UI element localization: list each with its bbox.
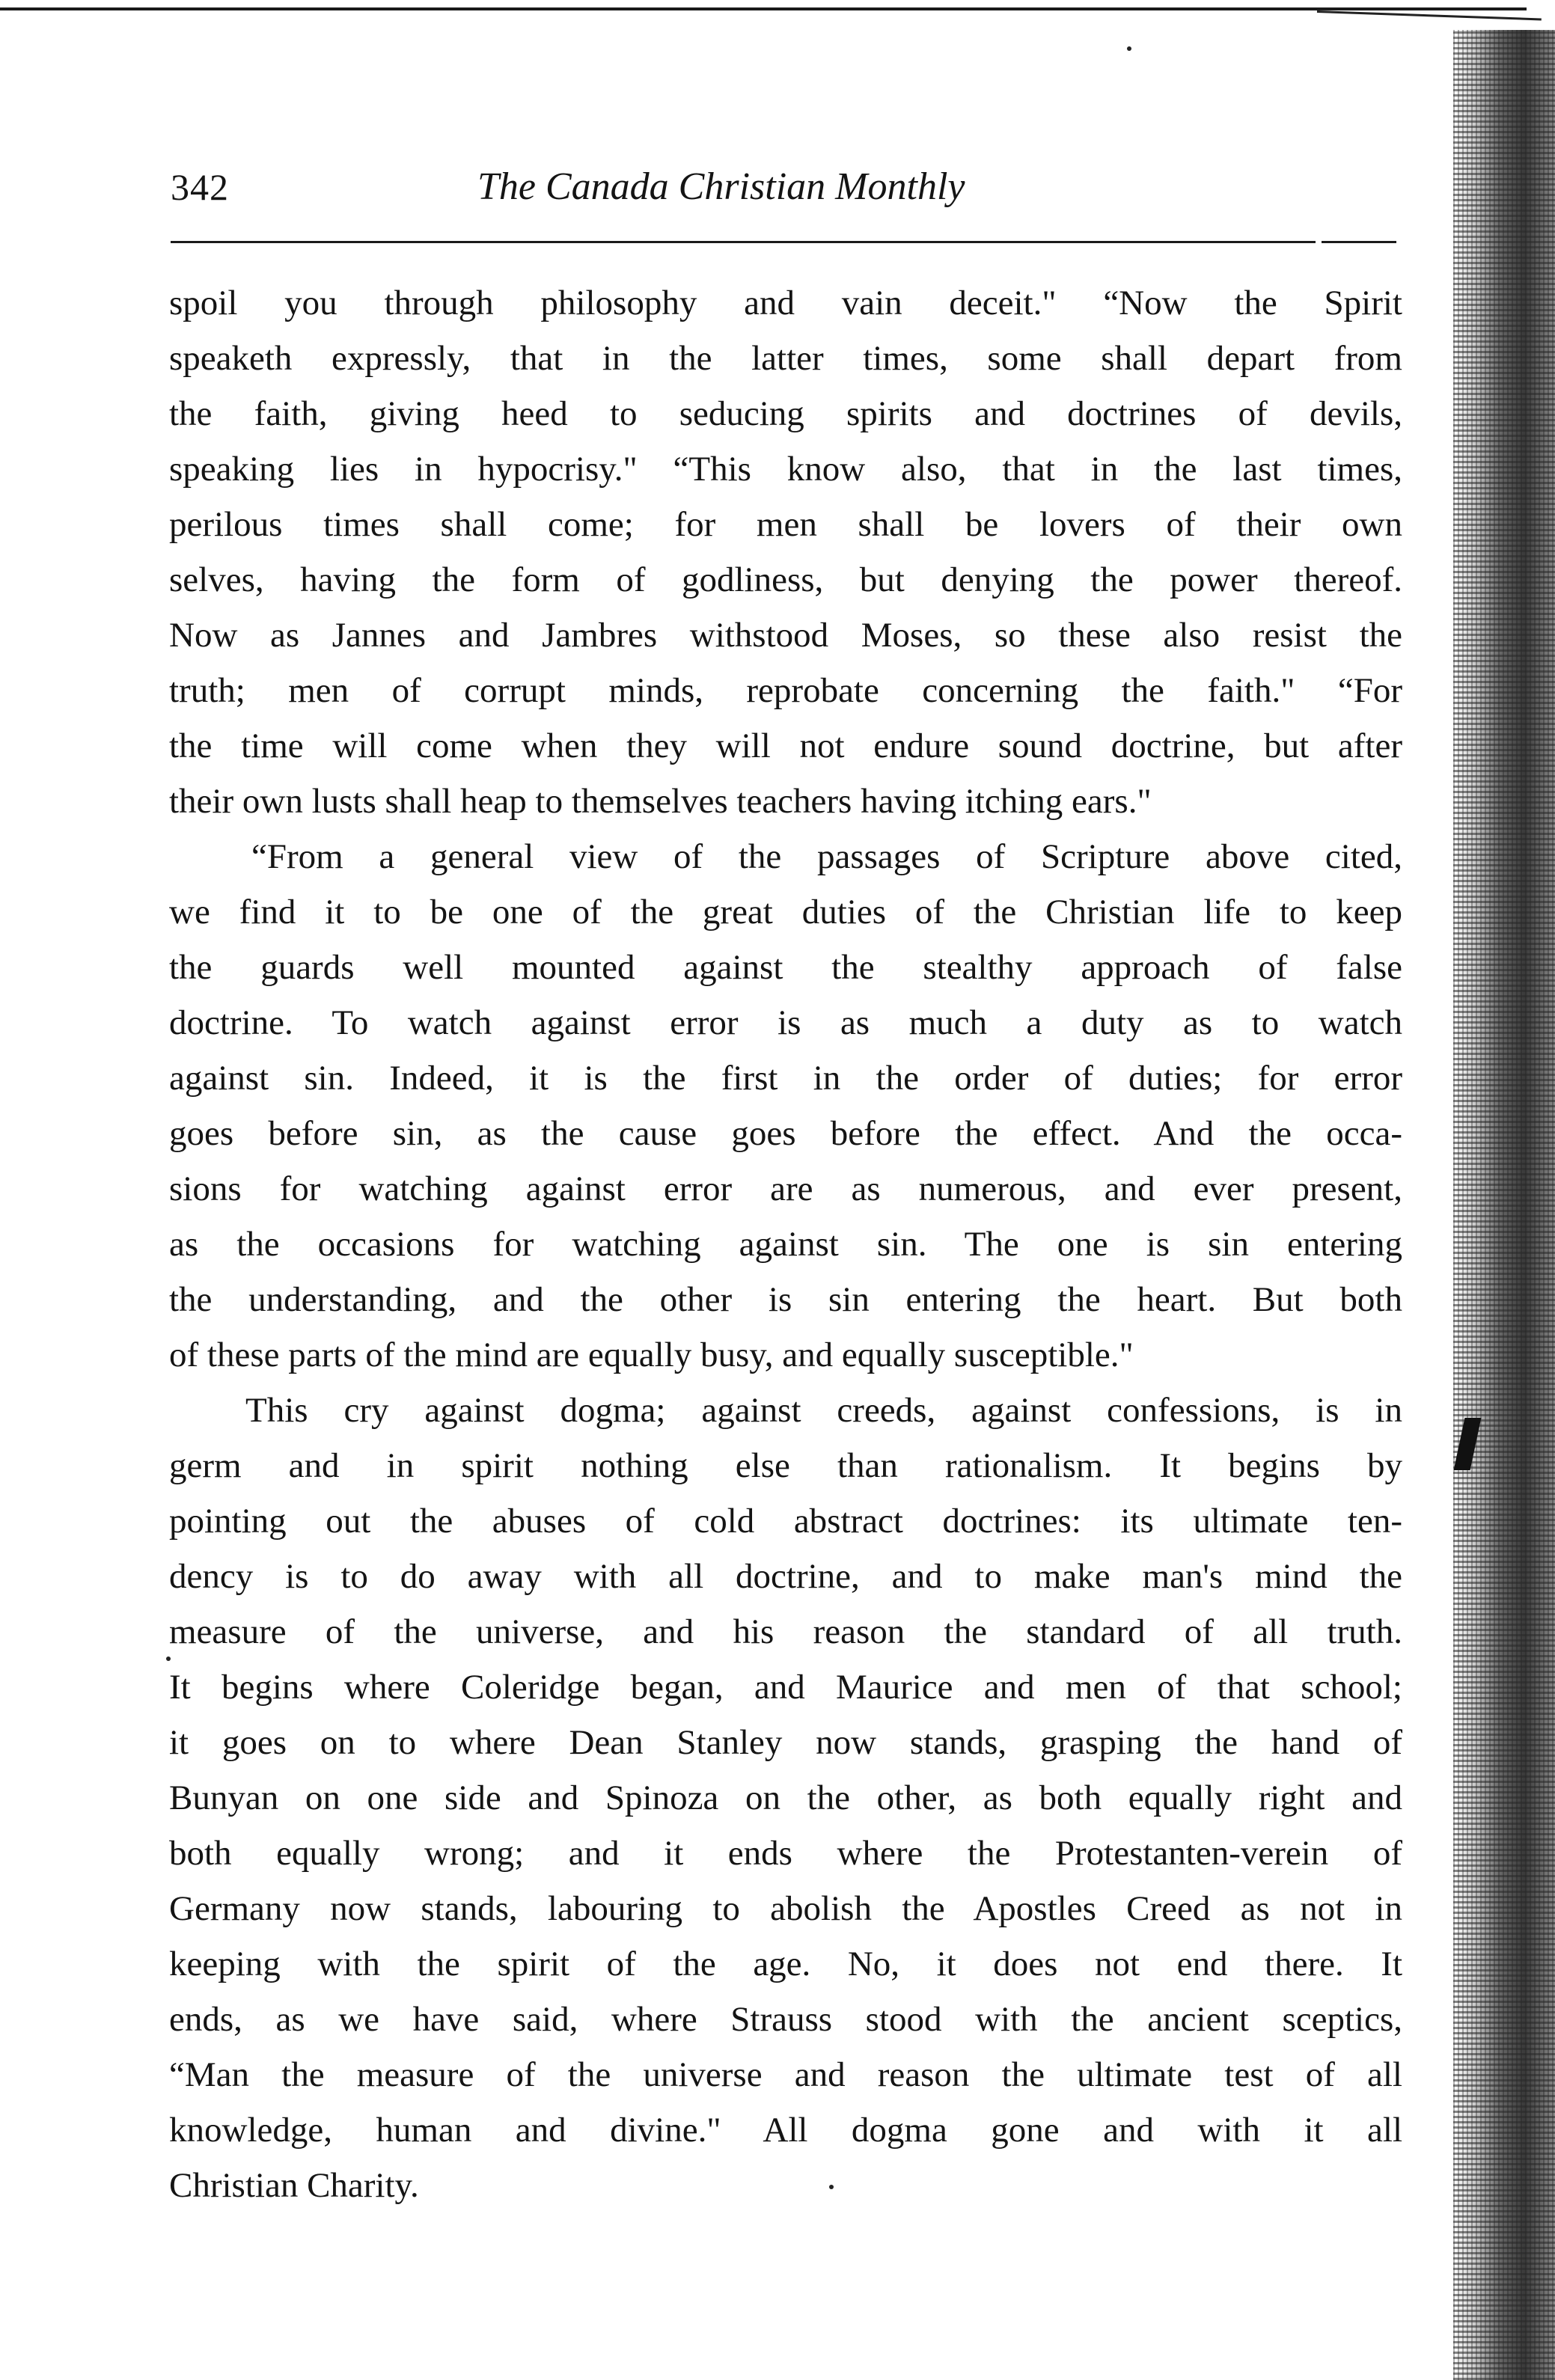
text-line: as the occasions for watching against sin. The one is sin entering bbox=[169, 1225, 1402, 1264]
scan-speck bbox=[829, 2185, 834, 2189]
text-line: goes before sin, as the cause goes before the effect. And the occa- bbox=[169, 1114, 1402, 1153]
text-line: “Man the measure of the universe and reason the ultimate test of all bbox=[169, 2055, 1402, 2094]
text-line: Bunyan on one side and Spinoza on the other, as both equally right and bbox=[169, 1778, 1402, 1817]
text-line: doctrine. To watch against error is as much a duty as to watch bbox=[169, 1003, 1402, 1042]
body-text bbox=[169, 275, 1402, 2213]
text-line: speaketh expressly, that in the latter times, some shall depart from bbox=[169, 339, 1402, 378]
text-line: truth; men of corrupt minds, reprobate concerning the faith." “For bbox=[169, 671, 1402, 710]
text-line: of these parts of the mind are equally busy, and equally susceptible." bbox=[169, 1336, 1134, 1374]
text-line: “From a general view of the passages of Scripture above cited, bbox=[251, 837, 1402, 876]
text-line: pointing out the abuses of cold abstract doctrines: its ultimate ten- bbox=[169, 1502, 1402, 1541]
running-title: The Canada Christian Monthly bbox=[477, 165, 965, 208]
text-line: germ and in spirit nothing else than rationalism. It begins by bbox=[169, 1446, 1402, 1485]
text-line: selves, having the form of godliness, but denying the power thereof. bbox=[169, 560, 1402, 599]
top-rule bbox=[0, 7, 1527, 10]
text-line: sions for watching against error are as numerous, and ever present, bbox=[169, 1169, 1402, 1208]
text-line: we find it to be one of the great duties of the Christian life to keep bbox=[169, 893, 1402, 931]
text-line: the faith, giving heed to seducing spirits and doctrines of devils, bbox=[169, 394, 1402, 433]
header-rule bbox=[171, 241, 1316, 243]
text-line: It begins where Coleridge began, and Maurice and men of that school; bbox=[169, 1668, 1402, 1707]
scan-edge-margin bbox=[1453, 30, 1555, 2380]
top-rule-tail bbox=[1317, 10, 1542, 20]
text-line: dency is to do away with all doctrine, and to make man's mind the bbox=[169, 1557, 1402, 1596]
text-line: against sin. Indeed, it is the first in the order of duties; for error bbox=[169, 1059, 1402, 1098]
text-line: keeping with the spirit of the age. No, it does not end there. It bbox=[169, 1945, 1402, 1983]
text-line: it goes on to where Dean Stanley now stands, grasping the hand of bbox=[169, 1723, 1402, 1762]
text-line: knowledge, human and divine." All dogma gone and with it all bbox=[169, 2111, 1402, 2150]
text-line: Now as Jannes and Jambres withstood Moses, so these also resist the bbox=[169, 616, 1402, 655]
text-line: both equally wrong; and it ends where the Protestanten-verein of bbox=[169, 1834, 1402, 1873]
text-line: Germany now stands, labouring to abolish the Apostles Creed as not in bbox=[169, 1889, 1402, 1928]
text-line: ends, as we have said, where Strauss stood with the ancient sceptics, bbox=[169, 2000, 1402, 2039]
text-line: This cry against dogma; against creeds, against confessions, is in bbox=[245, 1391, 1402, 1430]
text-line: the understanding, and the other is sin entering the heart. But both bbox=[169, 1280, 1402, 1319]
text-line: speaking lies in hypocrisy." “This know also, that in the last times, bbox=[169, 450, 1402, 489]
scan-speck bbox=[1127, 46, 1131, 51]
scan-speck bbox=[166, 1656, 171, 1661]
text-line: spoil you through philosophy and vain deceit." “Now the Spirit bbox=[169, 284, 1402, 322]
text-line: the guards well mounted against the stealthy approach of false bbox=[169, 948, 1402, 987]
page-number: 342 bbox=[171, 166, 229, 208]
header-rule-end bbox=[1322, 241, 1396, 243]
text-line: measure of the universe, and his reason the standard of all truth. bbox=[169, 1612, 1402, 1651]
text-line: perilous times shall come; for men shall be lovers of their own bbox=[169, 505, 1402, 544]
text-line: Christian Charity. bbox=[169, 2166, 419, 2205]
text-line: the time will come when they will not endure sound doctrine, but after bbox=[169, 726, 1402, 765]
text-line: their own lusts shall heap to themselves teachers having itching ears." bbox=[169, 782, 1152, 821]
page-header bbox=[171, 157, 1398, 217]
